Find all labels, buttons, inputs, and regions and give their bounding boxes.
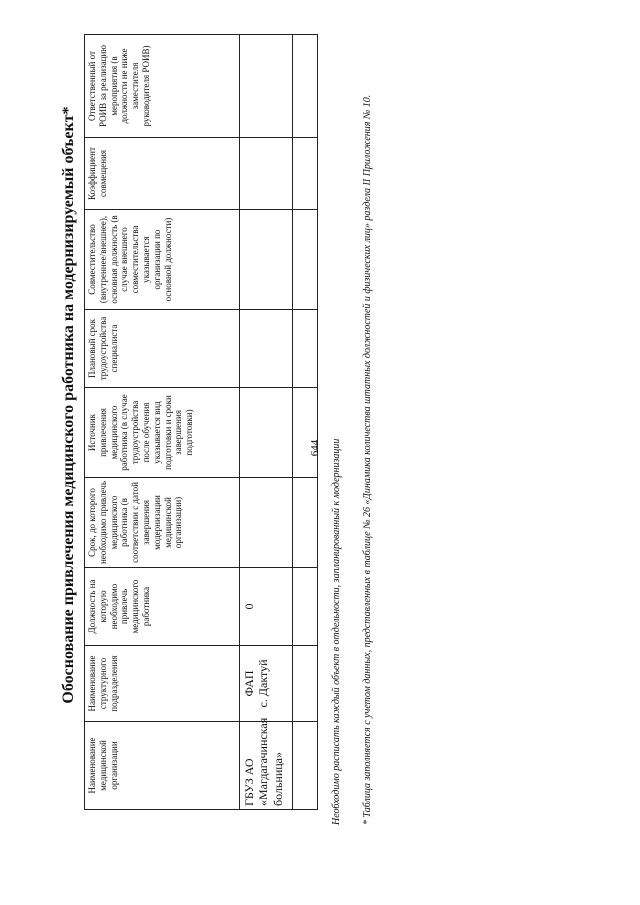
header-cell: Наименование медицинской организации [85, 722, 240, 810]
footnotes [330, 0, 391, 825]
empty-cell [240, 388, 293, 478]
position-cell: 0 [240, 568, 293, 646]
header-cell: Должность на которую необходимо привлечь медицинского работника [85, 568, 240, 646]
header-cell: Совместительство (внутреннее/внешнее), основная должность (в случае внешнего совместительства указывается организации по основной должности) [85, 210, 240, 310]
empty-cell [293, 388, 318, 478]
header-cell: Коэффициент совмещения [85, 138, 240, 210]
empty-cell [293, 35, 318, 138]
unit-cell [240, 646, 293, 722]
empty-cell [293, 478, 318, 568]
empty-cell [293, 568, 318, 646]
empty-cell [240, 35, 293, 138]
empty-cell [293, 310, 318, 388]
empty-cell [240, 138, 293, 210]
table-header-row [85, 35, 240, 810]
header-cell: Срок, до которого необходимо привлечь медицинского работника (в соответствии с датой завершения модернизации медицинской организации) [85, 478, 240, 568]
table-row [240, 35, 293, 810]
table-row [293, 35, 318, 810]
footnote-table-source: * Таблица заполняется с учетом данных, представленных в таблице № 26 «Динамика количества штатных должностей и физических лиц» раздела II Приложения № 10. [361, 94, 373, 825]
header-cell: Наименование структурного подразделения [85, 646, 240, 722]
footnote-modernization: Необходимо расписать каждый объект в отдельности, запланированный к модернизации [331, 438, 342, 825]
empty-cell [240, 310, 293, 388]
unit-location: с. Дактуй [256, 659, 271, 708]
empty-cell [293, 210, 318, 310]
unit-name: ФАП [242, 670, 256, 697]
empty-cell [240, 478, 293, 568]
org-name-cell: ГБУЗ АО «Магдагачинская больница» [240, 722, 293, 810]
header-cell: Ответственный от РОИВ за реализацию мероприятия (в должности не ниже заместителя руководителя РОИВ) [85, 35, 240, 138]
page-number: 644 [309, 439, 321, 457]
page-title: Обоснование привлечения медицинского работника на модернизируемый объект* [60, 106, 77, 704]
empty-cell [293, 646, 318, 722]
empty-cell [293, 722, 318, 810]
header-cell: Плановый срок трудоустройства специалиста [85, 310, 240, 388]
header-cell: Источник привлечения медицинского работника (в случае трудоустройства после обучения указывается вид подготовки и сроки завершения подготовки) [85, 388, 240, 478]
empty-cell [293, 138, 318, 210]
staff-table [84, 34, 318, 810]
empty-cell [240, 210, 293, 310]
